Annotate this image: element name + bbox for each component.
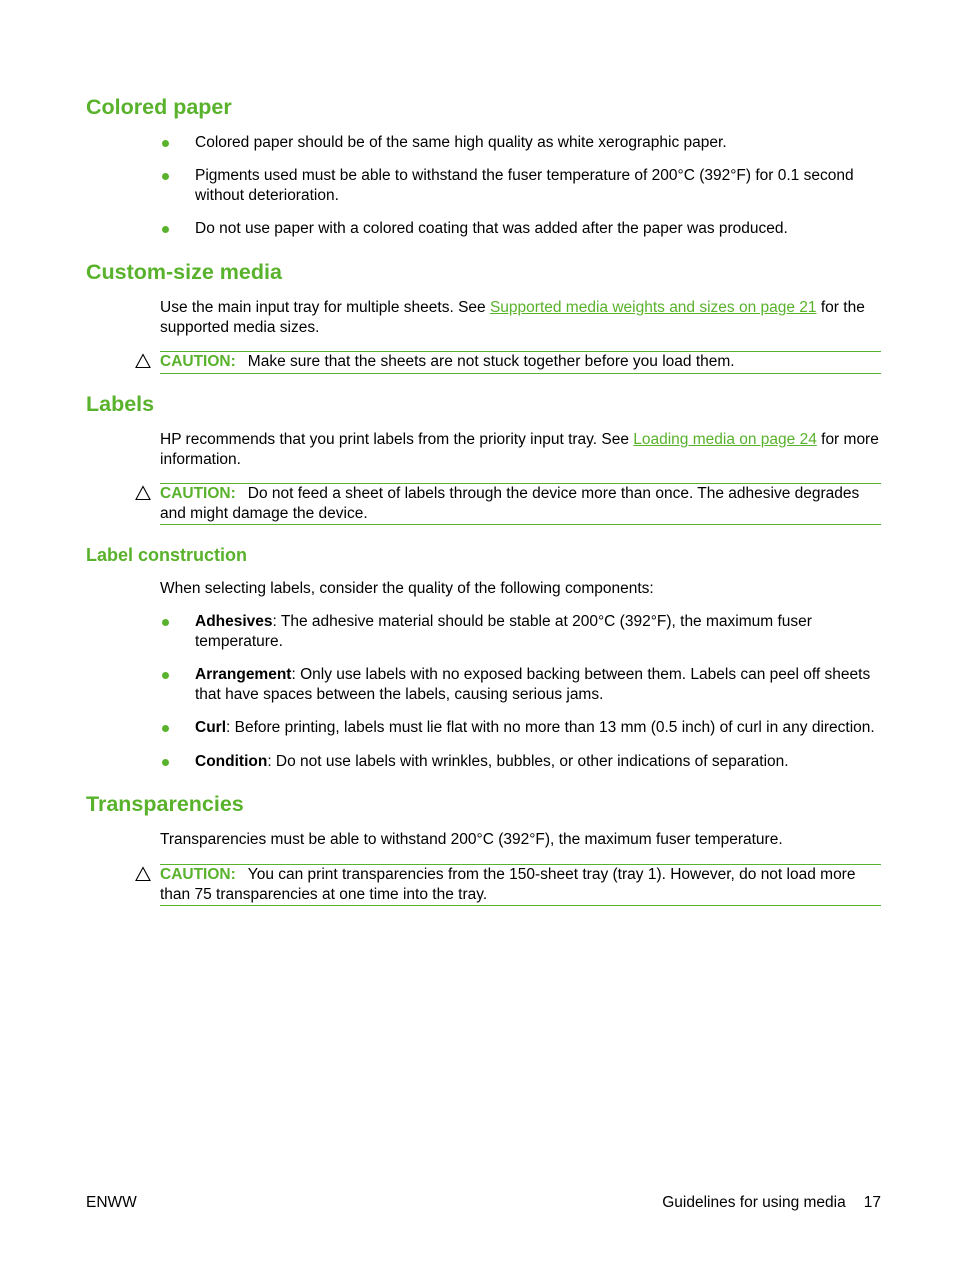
list-item-term: Curl xyxy=(195,719,226,736)
caution-label: CAUTION: xyxy=(160,353,236,370)
caution-triangle-icon xyxy=(135,353,151,369)
bullet-icon xyxy=(162,173,169,180)
list-item-text xyxy=(195,665,885,704)
heading-custom-size-media: Custom-size media xyxy=(86,260,282,284)
bullet-icon xyxy=(162,672,169,679)
list-item-text: Do not use paper with a colored coating that was added after the paper was produced. xyxy=(195,220,788,237)
paragraph-text: HP recommends that you print labels from the priority input tray. See xyxy=(160,431,634,448)
list-item-desc: : Only use labels with no exposed backing between them. Labels can peel off sheets that have spaces between the labels, causing serious jams. xyxy=(195,666,871,703)
list-item-desc: : Before printing, labels must lie flat with no more than 13 mm (0.5 inch) of curl in any direction. xyxy=(226,719,875,736)
link-loading-media[interactable]: Loading media on page 24 xyxy=(633,431,817,448)
caution-box xyxy=(160,483,881,525)
bullet-icon xyxy=(162,140,169,147)
heading-colored-paper: Colored paper xyxy=(86,95,232,119)
footer-left: ENWW xyxy=(86,1194,137,1211)
caution-box xyxy=(160,351,881,374)
link-supported-media-weights[interactable]: Supported media weights and sizes on page 21 xyxy=(489,299,817,316)
bullet-icon xyxy=(162,226,169,233)
list-item xyxy=(160,219,885,239)
caution-text: You can print transparencies from the 150-sheet tray (tray 1). However, do not load more than 75 transparencies at one time into the tray. xyxy=(160,866,856,903)
labels-paragraph xyxy=(160,430,885,469)
transparencies-paragraph: Transparencies must be able to withstand 200°C (392°F), the maximum fuser temperature. xyxy=(160,831,783,848)
list-item xyxy=(160,718,885,738)
bullet-icon xyxy=(162,619,169,626)
heading-label-construction: Label construction xyxy=(86,545,248,565)
custom-size-paragraph xyxy=(160,298,885,337)
list-item-text: Pigments used must be able to withstand the fuser temperature of 200°C (392°F) for 0.1 second without deterioration. xyxy=(195,167,854,204)
list-item-desc: : Do not use labels with wrinkles, bubbles, or other indications of separation. xyxy=(267,753,789,770)
list-item xyxy=(160,166,885,205)
caution-text: Do not feed a sheet of labels through the device more than once. The adhesive degrades and might damage the device. xyxy=(160,485,860,522)
heading-transparencies: Transparencies xyxy=(86,792,244,816)
list-item xyxy=(160,752,885,772)
list-item-text: Colored paper should be of the same high quality as white xerographic paper. xyxy=(195,134,727,151)
label-construction-intro: When selecting labels, consider the quality of the following components: xyxy=(160,580,654,597)
page-number: 17 xyxy=(863,1194,881,1211)
list-item-desc: : The adhesive material should be stable at 200°C (392°F), the maximum fuser temperature. xyxy=(195,613,812,650)
caution-label: CAUTION: xyxy=(160,485,236,502)
list-item-text xyxy=(195,718,885,738)
list-item xyxy=(160,133,885,153)
list-item-term: Adhesives xyxy=(195,613,273,630)
caution-triangle-icon xyxy=(135,866,151,882)
paragraph-text: Use the main input tray for multiple sheets. See xyxy=(160,299,490,316)
caution-triangle-icon xyxy=(135,485,151,501)
list-item-text xyxy=(195,752,885,772)
caution-label: CAUTION: xyxy=(160,866,236,883)
heading-labels: Labels xyxy=(86,392,155,416)
paragraph-text: for the supported media sizes. xyxy=(160,299,865,336)
caution-text: Make sure that the sheets are not stuck together before you load them. xyxy=(247,353,735,370)
list-item xyxy=(160,665,885,704)
list-item xyxy=(160,612,885,651)
list-item-text xyxy=(195,612,885,651)
footer-right xyxy=(662,1193,881,1212)
caution-box xyxy=(160,864,881,906)
paragraph-text: for more information. xyxy=(160,431,879,468)
footer-section-title: Guidelines for using media xyxy=(662,1194,846,1211)
bullet-icon xyxy=(162,725,169,732)
list-item-term: Arrangement xyxy=(195,666,292,683)
bullet-icon xyxy=(162,759,169,766)
list-item-term: Condition xyxy=(195,753,268,770)
